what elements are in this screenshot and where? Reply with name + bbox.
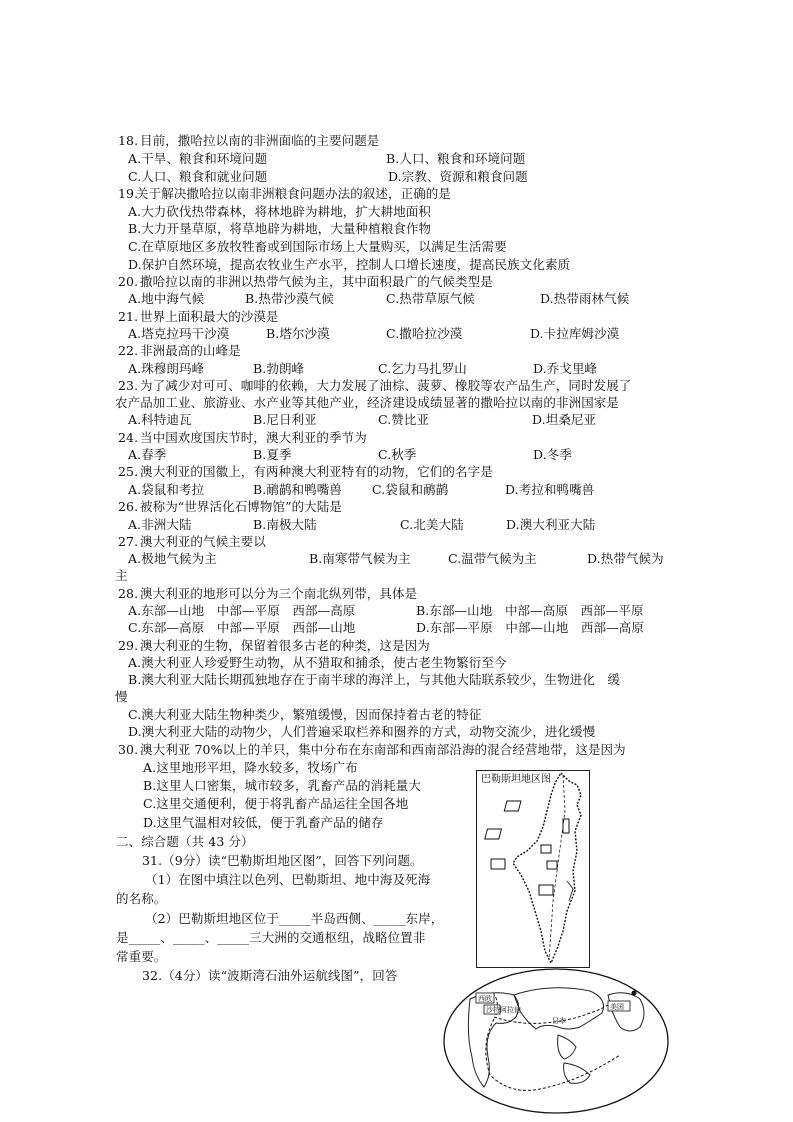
label-west-europe: 西欧 [478, 995, 492, 1003]
palestine-map-drawing [477, 771, 589, 967]
exam-page: 18. 目前，撒哈拉以南的非洲面临的主要问题是 A.干旱、粮食和环境问题 B.人口、粮食和环境问题 C.人口、粮食和就业问题 D.宗教、资源和粮食问题 19. 关于解决撒哈拉以南非洲粮食问题办法的叙述，正确的是 A.大力砍伐热带森林，将林地辟为耕地，扩大耕地面积 B.大力开垦草原，将草地辟为耕地，大量种植粮食作物 C.在草原地区多放牧牲畜或到国际市场上大量购买，以满足生活需要 D.保护自然环境，提高农牧业生产水平，控制人口增长速度，提高民族文化素质 20. 撒哈拉以南的非洲以热带气候为主，其中面积最广的气候类型是 A.地中海气候 B.热带沙漠气候 C.热带草原气候 D.热带雨林气候 21. 世界上面积最大的沙漠是 A.塔克拉玛干沙漠 B.塔尔沙漠 C.撒哈拉沙漠 D.卡拉库姆沙漠 22. 非洲最高的山峰是 A.珠穆朗玛峰 B.勃朗峰 C.乞力马扎罗山 D.乔戈里峰 23. 为了减少对可可、咖啡的依赖，大力发展了油棕、菠萝、橡胶等农产品生产，同时发展了 农产品加工业、旅游业、水产业等其他产业，经济建设成绩显著的撒哈拉以南的非洲国家是 A.科特迪瓦 B.尼日利亚 C.赞比亚 D.坦桑尼亚 24. 当中国欢度国庆节时，澳大利亚的季节为 A.春季 B.夏季 C.秋季 D.冬季 25. 澳大利亚的国徽上，有两种澳大利亚特有的动物，它们的名字是 A.袋鼠和考拉 B.鸸鹋和鸭嘴兽 C.袋鼠和鸸鹋 D.考拉和鸭嘴兽 26. 被称为“世界活化石博物馆”的大陆是 A.非洲大陆 B.南极大陆 C.北美大陆 D.澳大利亚大陆 27. 澳大利亚的气候主要以 A.极地气候为主 B.南寒带气候为主 C.温带气候为主 D.热带气候为 主 28. 澳大利亚的地形可以分为三个南北纵列带，具体是 A.东部—山地 中部—平原 西部—高原 B.东部—山地 中部—高原 西部—平原 C.东部—高原 中部—平原 西部—山地 D.东部—平原 中部—山地 西部—高原 29. 澳大利亚的生物，保留着很多古老的种类，这是因为 A.澳大利亚人珍爱野生动物，从不猎取和捕杀，使古老生物繁衍至今 B.澳大利亚大陆长期孤独地存在于南半球的海洋上，与其他大陆联系较少，生物进化 缓 慢 C.澳大利亚大陆生物种类少，繁殖缓慢，因而保持着古老的特征 D.澳大利亚大陆的动物少，人们普遍采取栏养和圈养的方式，动物交流少，进化缓慢 30. 澳大利亚 70%以上的羊只，集中分布在东南部和西南部沿海的混合经营地带，这是因为 A.这里地形平坦，降水较多，牧场广布 B.这里人口密集，城市较多，乳畜产品的消耗量大 C.这里交通便利，便于将乳畜产品运往全国各地 D.这里气温相对较低，便于乳畜产品的储存 二、综合题（共 43 分） 31.（9分）读“巴勒斯坦地区图”，回答下列问题。 （1）在图中填注以色列、巴勒斯坦、地中海及死海 的名称。 （2）巴勒斯坦地区位于_____半岛西侧、_____东岸， 是_____、_____、_____三大洲的交通枢纽，战略位置非 常重要。 32.（4分）读“波斯湾石油外运航线图”，回答 巴勒斯坦地区图 西欧 沙特阿拉伯 日本 美国 [0, 0, 793, 1122]
option-b: B.人口、粮食和环境问题 [386, 151, 526, 166]
option-c: C.人口、粮食和就业问题 [128, 169, 268, 184]
label-saudi-arabia: 沙特阿拉伯 [486, 1006, 521, 1014]
oil-route-map [440, 965, 670, 1115]
palestine-map-title: 巴勒斯坦地区图 [481, 774, 551, 785]
oil-route-map-drawing [440, 965, 670, 1115]
option-a: A.干旱、粮食和环境问题 [128, 151, 268, 166]
option-d: D.宗教、资源和粮食问题 [388, 169, 528, 184]
palestine-map [476, 770, 590, 968]
label-japan: 日本 [552, 1017, 566, 1025]
label-usa: 美国 [610, 1003, 624, 1011]
